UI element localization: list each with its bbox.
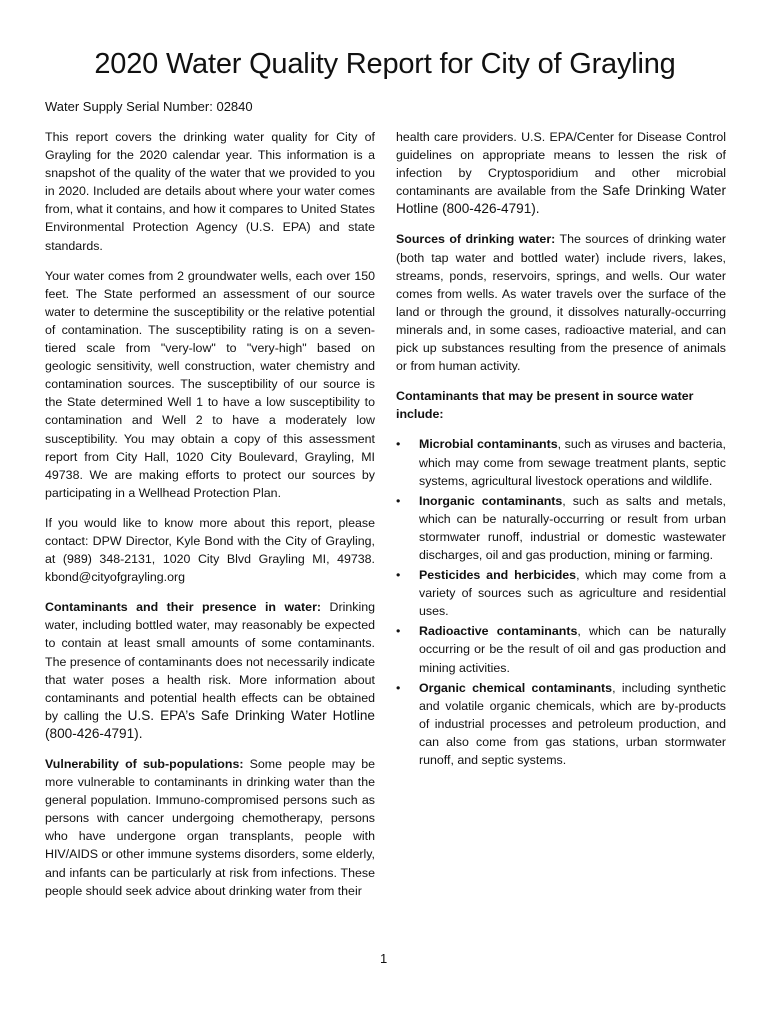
vulnerability-body: Some people may be more vulnerable to contaminants in drinking water than the general population. Immuno-compromised persons such as persons with cancer undergoing chemotherapy, persons who have undergone organ transplants, people with HIV/AIDS or other immune systems disorders, some elderly, and infants can be particularly at risk from infections. These people should seek advice about drinking water from their xyxy=(45,757,375,898)
list-item xyxy=(396,435,726,489)
list-item xyxy=(396,492,726,564)
list-item-term: Inorganic contaminants xyxy=(419,493,563,508)
intro-paragraph: This report covers the drinking water quality for City of Grayling for the 2020 calendar year. This information is a snapshot of the quality of the water that we provided to you in 2020. Included are details about where your water comes from, what it contains, and how it compares to United States Environmental Protection Agency (U.S. EPA) and state standards. xyxy=(45,130,375,253)
sources-paragraph xyxy=(396,230,726,375)
right-column xyxy=(396,128,726,771)
presence-paragraph xyxy=(45,598,375,743)
list-item xyxy=(396,679,726,769)
continued-paragraph xyxy=(396,128,726,218)
list-item-term: Radioactive contaminants xyxy=(419,624,578,639)
presence-heading: Contaminants and their presence in water: xyxy=(45,600,322,615)
list-item-term: Organic chemical contaminants xyxy=(419,680,613,695)
list-item-term: Pesticides and herbicides xyxy=(419,568,577,583)
vulnerability-paragraph xyxy=(45,755,375,900)
list-item xyxy=(396,622,726,676)
continued-hotline: Safe Drinking Water Hotline (800-426-4791). xyxy=(396,183,726,217)
wells-paragraph: Your water comes from 2 groundwater wells, each over 150 feet. The State performed an assessment of our source water to determine the susceptibility or the relative potential of contamination. The susceptibility rating is on a seven-tiered scale from "very-low" to "very-high" based on geologic sensitivity, well construction, water chemistry and contamination sources. The susceptibility of our source is the State determined Well 1 to have a low susceptibility to contamination and Well 2 to have a moderately low susceptibility. You may obtain a copy of this assessment report from City Hall, 1020 City Boulevard, Grayling, MI 49738. We are making efforts to protect our sources by participating in a Wellhead Protection Plan. xyxy=(45,268,375,500)
presence-body: Drinking water, including bottled water, may reasonably be expected to contain at least small amounts of some contaminants. The presence of contaminants does not necessarily indicate that water poses a health risk. More information about contaminants and potential health effects can be obtained by calling the xyxy=(45,600,375,723)
sources-heading: Sources of drinking water: xyxy=(396,232,556,247)
continued-body: health care providers. U.S. EPA/Center for Disease Control guidelines on appropriate means to lessen the risk of infection by Cryptosporidium and other microbial contaminants are available from the xyxy=(396,130,726,199)
list-item-text: , which can be naturally occurring or be the result of oil and gas production and mining activities. xyxy=(419,624,726,675)
serial-number: Water Supply Serial Number: 02840 xyxy=(45,99,253,114)
presence-hotline: U.S. EPA’s Safe Drinking Water Hotline (800-426-4791). xyxy=(45,707,375,741)
contact-paragraph: If you would like to know more about this report, please contact: DPW Director, Kyle Bond with the City of Grayling, at (989) 348-2131, 1020 City Blvd Grayling MI, 49738. kbond@cityofgrayling.org xyxy=(45,515,375,585)
bullet-icon: • xyxy=(396,493,401,508)
list-item xyxy=(396,566,726,620)
list-item-text: , including synthetic and volatile organic chemicals, which are by-products of industrial processes and petroleum production, and can also come from gas stations, urban stormwater runoff, and septic systems. xyxy=(419,680,726,767)
bullet-icon: • xyxy=(396,680,401,695)
sources-body: The sources of drinking water (both tap water and bottled water) include rivers, lakes, streams, ponds, reservoirs, springs, and wells. Our water comes from wells. As water travels over the surface of the land or through the ground, it dissolves naturally-occurring minerals and, in some cases, radioactive material, and can pick up substances resulting from the presence of animals or from human activity. xyxy=(396,232,727,374)
bullet-icon: • xyxy=(396,568,401,583)
vulnerability-heading: Vulnerability of sub-populations: xyxy=(45,757,244,771)
bullet-icon: • xyxy=(396,624,401,639)
page-number: 1 xyxy=(380,951,388,966)
left-column xyxy=(45,128,375,912)
list-item-text: , which may come from a variety of sources such as agriculture and residential uses. xyxy=(419,568,726,619)
list-item-text: , such as viruses and bacteria, which may come from sewage treatment plants, septic systems, agricultural livestock operations and wildlife. xyxy=(419,437,726,488)
contaminants-heading: Contaminants that may be present in source water include: xyxy=(396,389,694,422)
contaminant-list xyxy=(396,435,726,769)
list-item-text: , such as salts and metals, which can be naturally-occurring or result from urban stormwater runoff, industrial or domestic wastewater discharges, oil and gas production, mining or farming. xyxy=(419,493,726,562)
report-title: 2020 Water Quality Report for City of Grayling xyxy=(94,48,676,80)
bullet-icon: • xyxy=(396,437,401,452)
list-item-term: Microbial contaminants xyxy=(419,437,558,452)
